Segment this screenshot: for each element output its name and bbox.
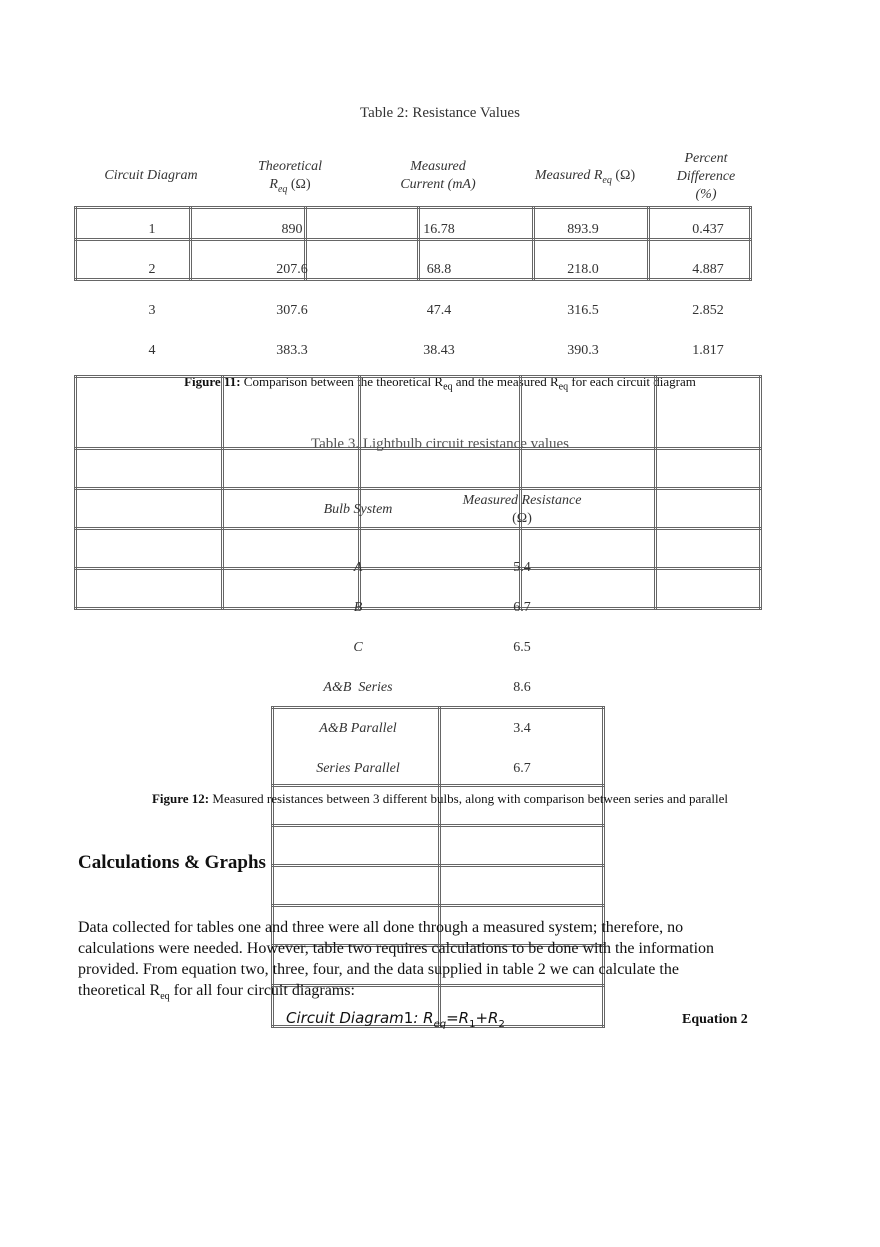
cell-circuit: 2	[148, 262, 156, 277]
cell-resistance: 8.6	[513, 680, 531, 695]
header-bulb-system: Bulb System	[323, 502, 393, 517]
cell-measured: 218.0	[567, 262, 599, 277]
cell-resistance: 6.7	[513, 761, 531, 776]
header-circuit-diagram: Circuit Diagram	[104, 168, 198, 183]
cell-resistance: 3.4	[513, 721, 531, 736]
cell-theoretical: 207.6	[276, 262, 308, 277]
cell-bulb: A&B Parallel	[319, 721, 397, 736]
cell-circuit: 3	[148, 303, 156, 318]
header-percent-difference: Percent Difference (%)	[676, 151, 736, 202]
cell-measured: 390.3	[567, 343, 599, 358]
cell-bulb: A&B Series	[323, 680, 393, 695]
cell-resistance: 6.5	[513, 640, 531, 655]
cell-current: 16.78	[423, 222, 455, 237]
cell-percent: 4.887	[692, 262, 724, 277]
cell-measured: 893.9	[567, 222, 599, 237]
cell-resistance: 5.4	[513, 560, 531, 575]
cell-circuit: 4	[148, 343, 156, 358]
equation-2: Circuit Diagram1: $R_{eq}=R_1+R_2$	[286, 1009, 505, 1030]
header-measured-current: Measured Current (mA)	[400, 159, 476, 192]
cell-current: 38.43	[423, 343, 455, 358]
calculations-paragraph: Data collected for tables one and three were all done through a measured system; therefore, no calculations were needed. However, table two requires calculations to be done with the information provided. From equation two, three, four, and the data supplied in table 2 we can calculate the theoretical $R_{eq}$ for all four circuit diagrams:	[78, 919, 715, 1003]
cell-theoretical: 383.3	[276, 343, 308, 358]
cell-current: 68.8	[426, 262, 452, 277]
table3-caption: Table 3. Lightbulb circuit resistance values	[310, 436, 570, 452]
cell-bulb: Series Parallel	[316, 761, 400, 776]
cell-theoretical: 307.6	[276, 303, 308, 318]
cell-bulb: A	[353, 560, 363, 575]
cell-theoretical: 890	[281, 222, 303, 237]
cell-measured: 316.5	[567, 303, 599, 318]
cell-bulb: B	[353, 600, 363, 615]
table2-caption: Table 2: Resistance Values	[360, 105, 520, 121]
cell-current: 47.4	[426, 303, 452, 318]
figure11-caption: Figure 11: Comparison between the theoretical $R_{eq}$ and the measured $R_{eq}$ for each circuit diagram	[184, 374, 696, 393]
header-measured-resistance: Measured Resistance (Ω)	[462, 493, 582, 526]
cell-percent: 1.817	[692, 343, 724, 358]
header-theoretical-req: Theoretical $R_{eq}$ (Ω)	[257, 159, 323, 195]
section-heading: Calculations & Graphs	[78, 852, 266, 873]
cell-resistance: 6.7	[513, 600, 531, 615]
header-measured-req: Measured $R_{eq}$ (Ω)	[534, 168, 636, 186]
figure12-caption: Figure 12: Measured resistances between 3 different bulbs, along with comparison between series and parallel	[151, 791, 729, 806]
cell-bulb: C	[353, 640, 363, 655]
cell-circuit: 1	[148, 222, 156, 237]
cell-percent: 2.852	[692, 303, 724, 318]
equation-label: Equation 2	[682, 1012, 748, 1027]
cell-percent: 0.437	[692, 222, 724, 237]
